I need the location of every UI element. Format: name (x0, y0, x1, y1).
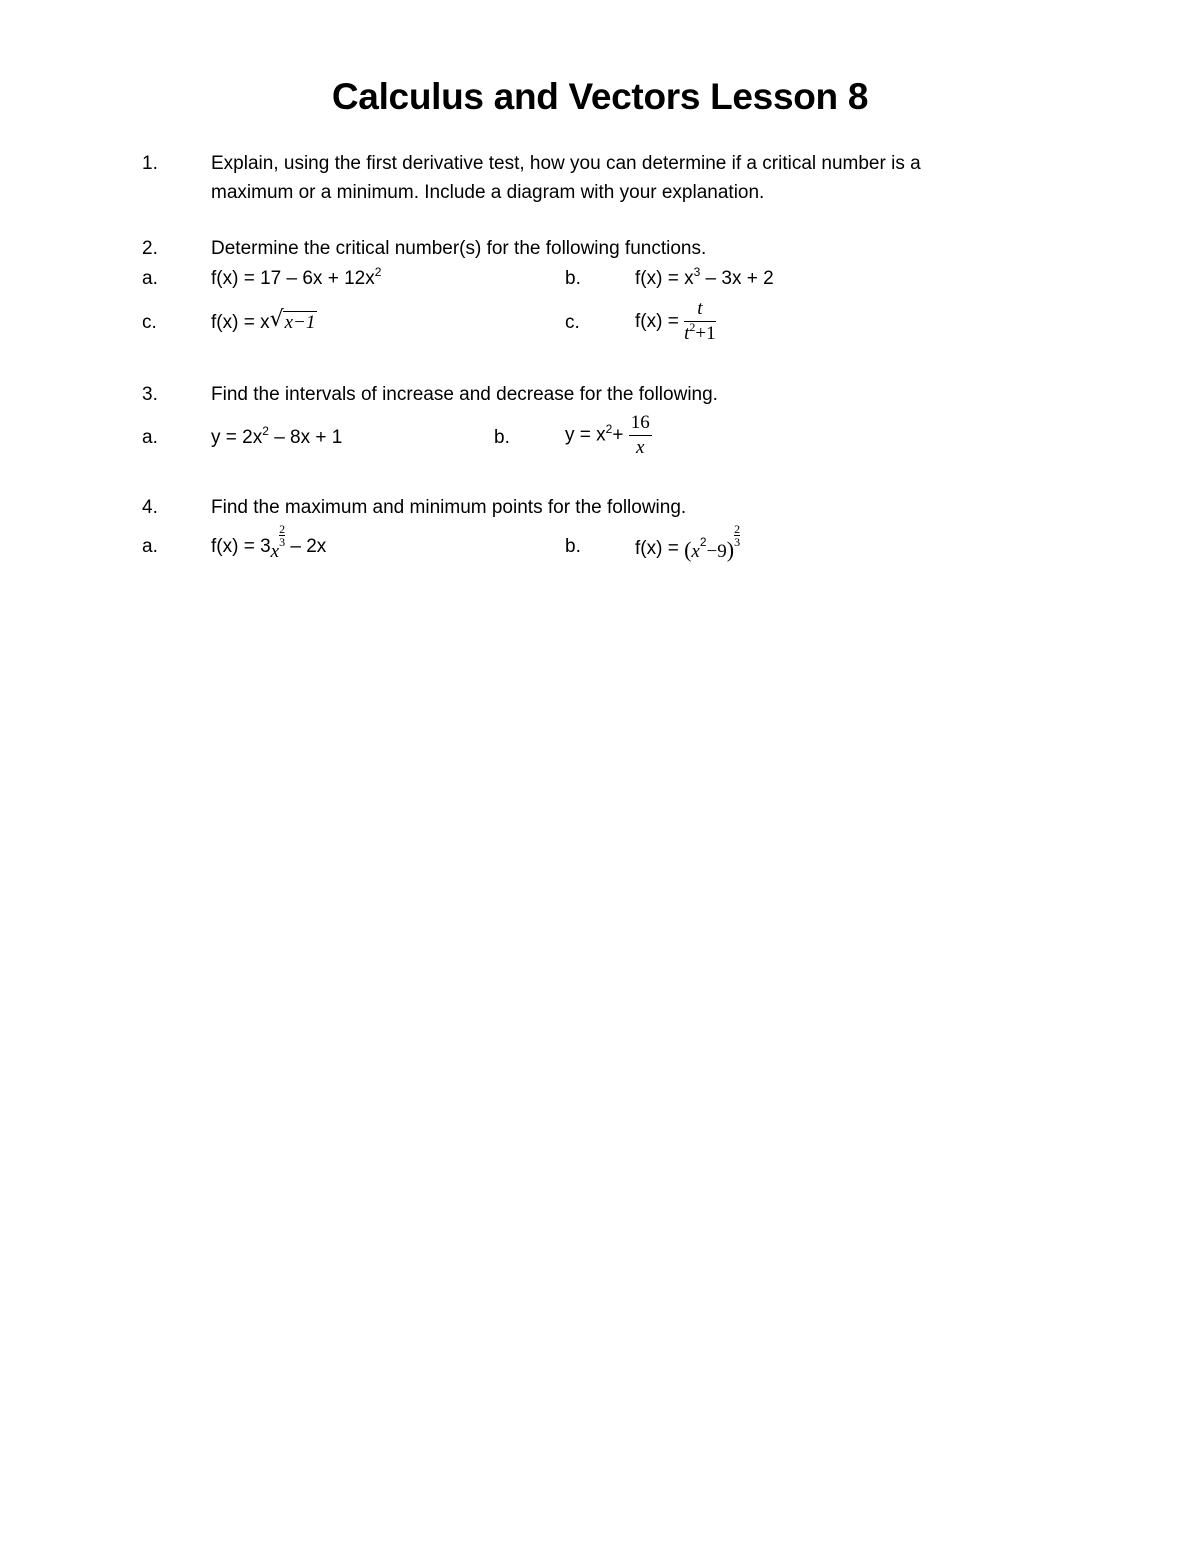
question-3a-expression (211, 426, 342, 451)
question-2d-expression (635, 297, 716, 347)
question-3-number: 3. (142, 384, 158, 405)
question-4a-expression (211, 522, 327, 562)
question-2b-label: b. (565, 268, 581, 289)
question-4a-label: a. (142, 536, 158, 557)
expr-text: f(x) = (635, 538, 685, 559)
denominator (684, 322, 716, 347)
question-3a-label: a. (142, 427, 158, 448)
denominator: x (636, 437, 645, 458)
question-2-text: Determine the critical number(s) for the following functions. (211, 238, 707, 259)
base-variable: x (691, 541, 700, 562)
question-4b-expression (635, 522, 741, 562)
denominator-base: t (684, 323, 690, 344)
question-3b-label: b. (494, 427, 510, 448)
plus-sign: + (612, 424, 624, 446)
fractional-exponent (734, 523, 740, 548)
expr-text: f(x) = 3 (211, 536, 271, 557)
question-3-text: Find the intervals of increase and decrease for the following. (211, 384, 718, 405)
question-1-number: 1. (142, 153, 158, 174)
numerator: t (684, 297, 716, 322)
question-2a-expression (211, 267, 381, 292)
expr-text: f(x) = 17 – 6x + 12x (211, 268, 375, 289)
fractional-exponent (279, 523, 285, 548)
expr-text: f(x) = x (635, 268, 694, 289)
question-2a-label: a. (142, 268, 158, 289)
close-paren: ) (726, 537, 735, 562)
numerator: 16 (629, 411, 652, 436)
question-2-number: 2. (142, 238, 158, 259)
exponent: 2 (689, 320, 696, 334)
question-2c-expression (211, 307, 317, 335)
question-2b-expression (635, 267, 774, 292)
expr-text: – 2x (285, 536, 327, 557)
radicand: x−1 (284, 312, 316, 333)
denominator-rest: +1 (695, 323, 716, 344)
exponent-numerator: 2 (734, 522, 741, 536)
question-1-line-2: maximum or a minimum. Include a diagram with your explanation. (211, 182, 765, 203)
expr-text: y = x (565, 424, 606, 446)
page-title: Calculus and Vectors Lesson 8 (331, 76, 869, 117)
exponent-denominator: 3 (734, 535, 741, 549)
question-1-line-1: Explain, using the first derivative test, how you can determine if a critical number is a (211, 153, 921, 174)
question-2c-label: c. (142, 312, 157, 333)
exponent: 2 (262, 424, 269, 438)
fraction (629, 411, 652, 460)
expr-text: y = 2x (211, 427, 263, 448)
exponent: 2 (374, 265, 382, 279)
question-2d-label: c. (565, 312, 580, 333)
inner-exponent: 2 (699, 535, 707, 549)
exponent-numerator: 2 (279, 522, 286, 536)
exponent-denominator: 3 (279, 535, 286, 549)
square-root (269, 307, 318, 335)
exponent: 3 (693, 265, 701, 279)
question-4-number: 4. (142, 497, 158, 518)
question-3b-expression (565, 411, 652, 460)
expr-text: f(x) = x (211, 312, 270, 333)
expr-text: – 3x + 2 (700, 268, 774, 289)
radical-sign-icon: √ (269, 307, 284, 332)
fraction (684, 297, 716, 347)
question-4-text: Find the maximum and minimum points for the following. (211, 497, 687, 518)
variable: x (270, 541, 280, 562)
question-4b-label: b. (565, 536, 581, 557)
expr-text: f(x) = (635, 311, 685, 333)
expr-text: – 8x + 1 (268, 427, 343, 448)
inner-rest: −9 (706, 541, 727, 562)
open-paren: ( (684, 537, 692, 562)
exponent: 2 (605, 421, 613, 436)
